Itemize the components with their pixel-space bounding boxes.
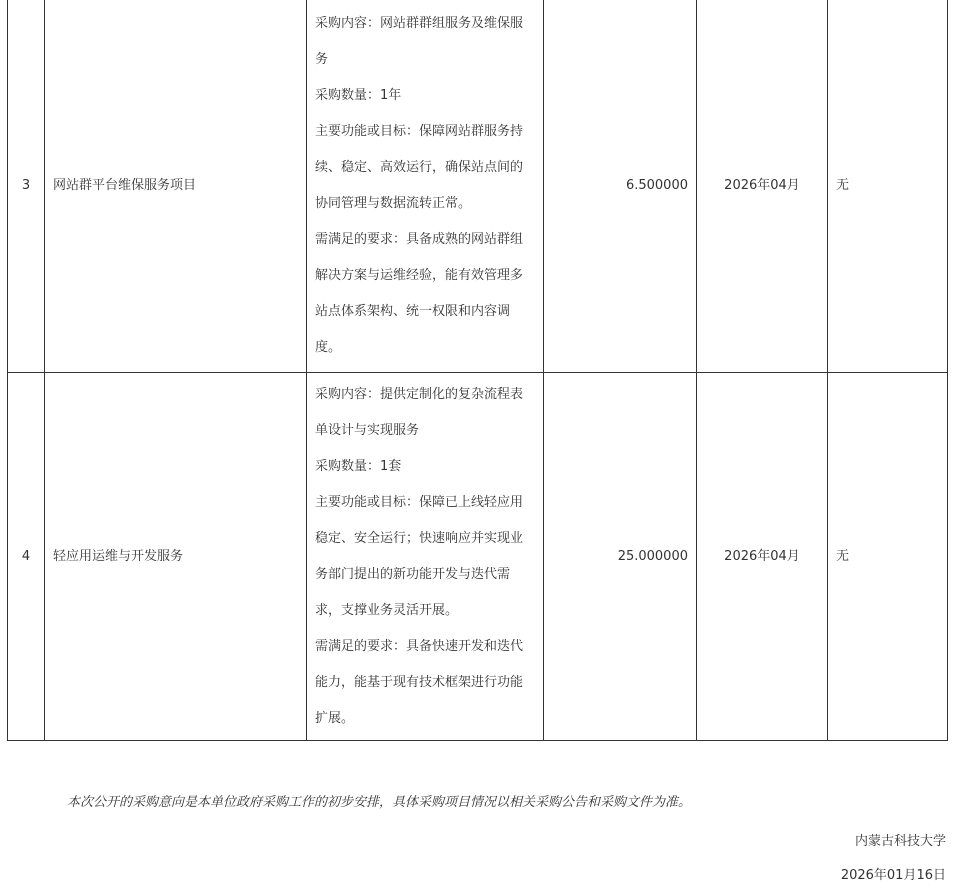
- remark: 无: [828, 373, 948, 741]
- project-description: [307, 0, 544, 373]
- remark: 无: [828, 0, 948, 373]
- budget-amount: 6.500000: [544, 0, 697, 373]
- footer-note: 本次公开的采购意向是本单位政府采购工作的初步安排，具体采购项目情况以相关采购公告和采购文件为准。: [67, 795, 692, 810]
- publish-date: 2026年01月16日: [840, 868, 946, 883]
- row-number: 4: [8, 373, 45, 741]
- row-number: 3: [8, 0, 45, 373]
- budget-amount: 25.000000: [544, 373, 697, 741]
- procurement-table: [7, 0, 948, 741]
- project-name: 网站群平台维保服务项目: [45, 0, 307, 373]
- table-row: [8, 0, 948, 373]
- planned-date: 2026年04月: [697, 0, 828, 373]
- table-row: [8, 373, 948, 741]
- project-name: 轻应用运维与开发服务: [45, 373, 307, 741]
- organization-name: 内蒙古科技大学: [854, 834, 946, 849]
- description-text: 采购内容：提供定制化的复杂流程表单设计与实现服务 采购数量：1套 主要功能或目标：保障已上线轻应用稳定、安全运行；快速响应并实现业务部门提出的新功能开发与迭代需求，支撑业务灵活开展。 需满足的要求：具备快速开发和迭代能力，能基于现有技术框架进行功能扩展。: [315, 386, 524, 726]
- planned-date: 2026年04月: [697, 373, 828, 741]
- description-text: 采购内容：网站群群组服务及维保服务 采购数量：1年 主要功能或目标：保障网站群服务持续、稳定、高效运行，确保站点间的协同管理与数据流转正常。 需满足的要求：具备成熟的网站群组解决方案与运维经验，能有效管理多站点体系架构、统一权限和内容调度。: [315, 16, 524, 355]
- project-description: [307, 373, 544, 741]
